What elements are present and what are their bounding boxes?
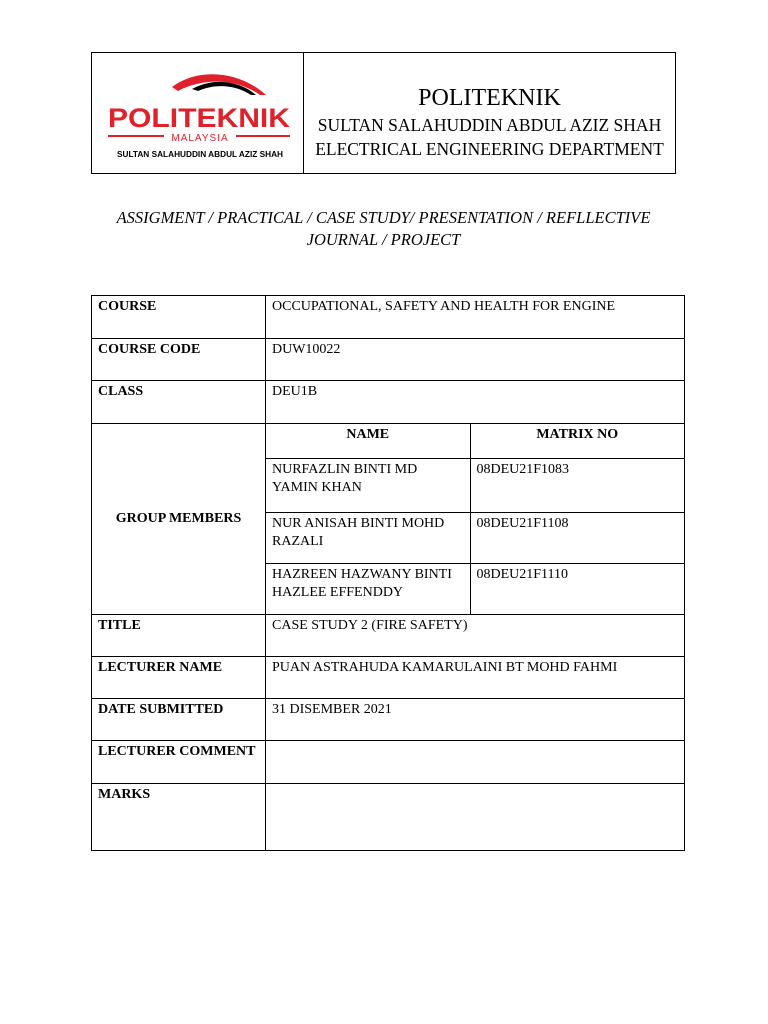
group-members-cell xyxy=(266,424,685,615)
member-matrix: 08DEU21F1108 xyxy=(470,512,684,563)
member-name: HAZREEN HAZWANY BINTI HAZLEE EFFENDDY xyxy=(266,563,470,614)
campus-name: SULTAN SALAHUDDIN ABDUL AZIZ SHAH xyxy=(317,115,662,135)
cover-form-table xyxy=(91,295,685,851)
department-name: ELECTRICAL ENGINEERING DEPARTMENT xyxy=(315,139,664,159)
title-value: CASE STUDY 2 (FIRE SAFETY) xyxy=(266,615,685,657)
class-value: DEU1B xyxy=(266,381,685,424)
course-code-value: DUW10022 xyxy=(266,339,685,381)
course-label: COURSE xyxy=(92,296,266,339)
assignment-type-line1: ASSIGMENT / PRACTICAL / CASE STUDY/ PRESENTATION / REFLLECTIVE xyxy=(116,208,651,227)
date-submitted-label: DATE SUBMITTED xyxy=(92,699,266,741)
member-matrix: 08DEU21F1110 xyxy=(470,563,684,614)
logo-country: MALAYSIA xyxy=(171,133,229,144)
politeknik-logo xyxy=(106,65,292,165)
header-box xyxy=(91,52,676,174)
group-members-label: GROUP MEMBERS xyxy=(92,424,266,615)
assignment-type-title xyxy=(91,207,676,251)
logo-wordmark: POLITEKNIK xyxy=(108,103,291,133)
course-code-label: COURSE CODE xyxy=(92,339,266,381)
assignment-type-line2: JOURNAL / PROJECT xyxy=(306,230,461,249)
title-label: TITLE xyxy=(92,615,266,657)
member-row xyxy=(266,458,684,512)
course-value: OCCUPATIONAL, SAFETY AND HEALTH FOR ENGINE xyxy=(266,296,685,339)
logo-campus: SULTAN SALAHUDDIN ABDUL AZIZ SHAH xyxy=(117,150,284,159)
institution-title xyxy=(304,53,675,173)
lecturer-name-value: PUAN ASTRAHUDA KAMARULAINI BT MOHD FAHMI xyxy=(266,657,685,699)
class-label: CLASS xyxy=(92,381,266,424)
date-submitted-value: 31 DISEMBER 2021 xyxy=(266,699,685,741)
lecturer-comment-label: LECTURER COMMENT xyxy=(92,741,266,784)
matrix-column-header: MATRIX NO xyxy=(470,424,684,458)
logo-cell xyxy=(92,53,304,173)
name-column-header: NAME xyxy=(266,424,470,458)
lecturer-comment-value xyxy=(266,741,685,784)
member-matrix: 08DEU21F1083 xyxy=(470,458,684,512)
member-name: NURFAZLIN BINTI MD YAMIN KHAN xyxy=(266,458,470,512)
member-row xyxy=(266,563,684,614)
group-members-table xyxy=(266,424,684,614)
marks-value xyxy=(266,784,685,851)
member-name: NUR ANISAH BINTI MOHD RAZALI xyxy=(266,512,470,563)
marks-label: MARKS xyxy=(92,784,266,851)
institution-name: POLITEKNIK xyxy=(418,85,561,111)
lecturer-name-label: LECTURER NAME xyxy=(92,657,266,699)
member-row xyxy=(266,512,684,563)
